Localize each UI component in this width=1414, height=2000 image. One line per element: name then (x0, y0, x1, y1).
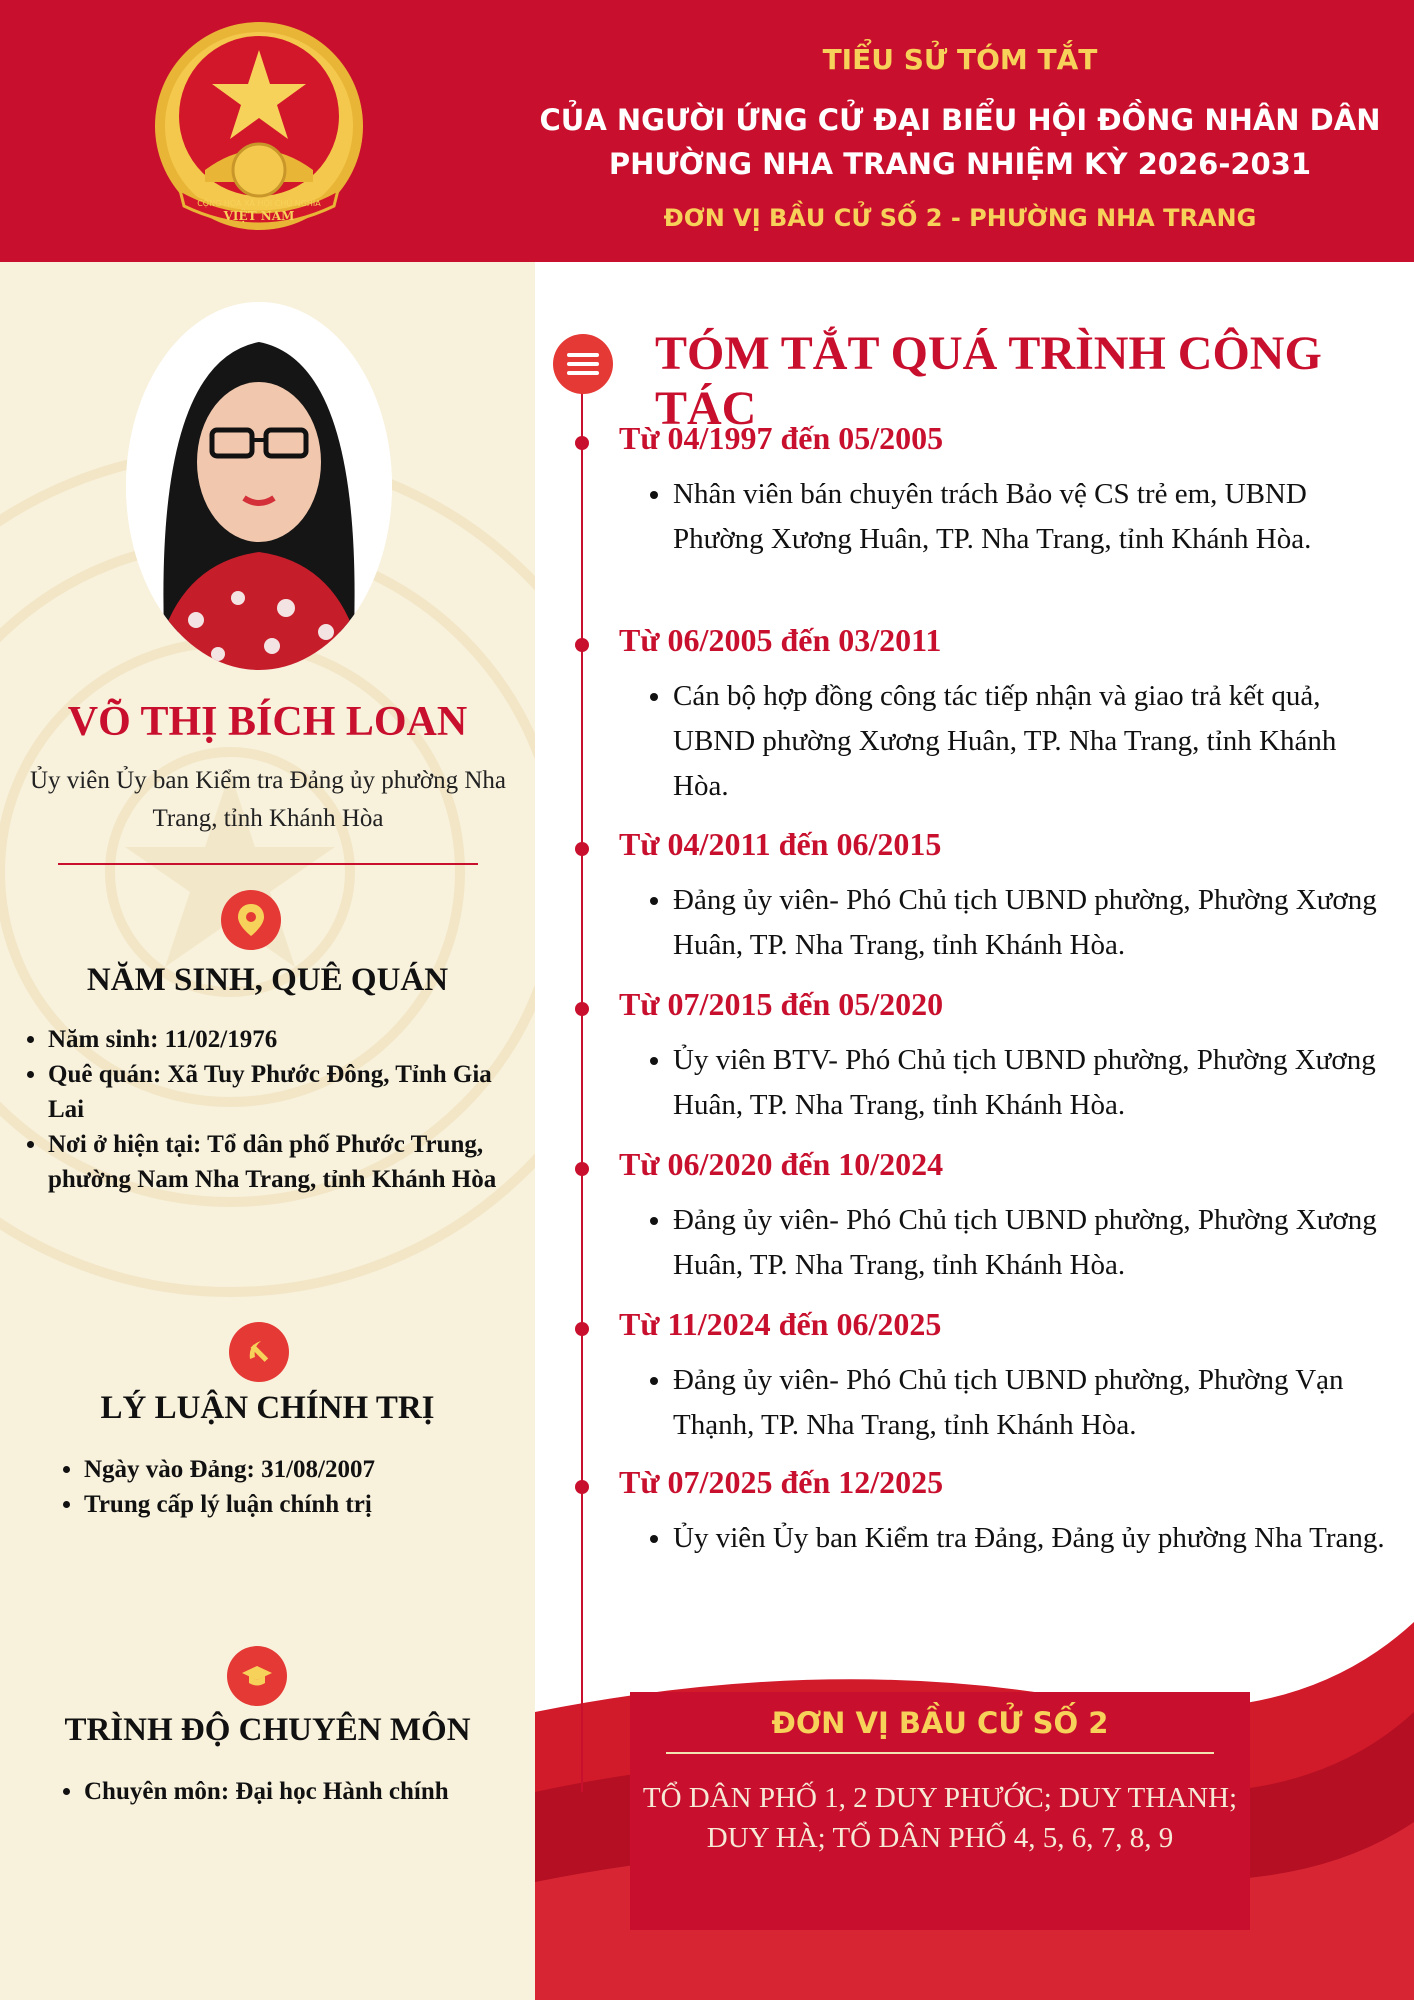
birth-item: • Năm sinh: 11/02/1976 (48, 1022, 532, 1057)
birth-list (22, 1022, 532, 1197)
timeline-dot (575, 638, 589, 652)
graduation-cap-icon (227, 1646, 287, 1706)
career-period: Từ 06/2005 đến 03/2011 (619, 622, 942, 658)
election-unit-title: ĐƠN VỊ BẦU CỬ SỐ 2 (771, 1706, 1109, 1740)
career-column (535, 262, 1414, 2000)
header-unit: ĐƠN VỊ BẦU CỬ SỐ 2 - PHƯỜNG NHA TRANG (663, 204, 1257, 232)
education-item: • Chuyên môn: Đại học Hành chính (84, 1774, 528, 1809)
politics-list (58, 1452, 528, 1522)
career-text: • Đảng ủy viên- Phó Chủ tịch UBND phường, Phường Vạn Thạnh, TP. Nha Trang, tỉnh Khánh Hòa. (673, 1358, 1391, 1448)
header-supertitle: TIỂU SỬ TÓM TẮT (822, 43, 1098, 76)
header-title-line2: PHƯỜNG NHA TRANG NHIỆM KỲ 2026-2031 (608, 147, 1312, 181)
career-period: Từ 11/2024 đến 06/2025 (619, 1306, 942, 1342)
career-text: • Đảng ủy viên- Phó Chủ tịch UBND phường, Phường Xương Huân, TP. Nha Trang, tỉnh Khánh Hòa. (673, 878, 1391, 968)
career-text: • Nhân viên bán chuyên trách Bảo vệ CS trẻ em, UBND Phường Xương Huân, TP. Nha Trang, tỉnh Khánh Hòa. (673, 472, 1391, 562)
election-unit-box (630, 1692, 1250, 1930)
emblem-text-bottom: VIỆT NAM (223, 209, 295, 223)
candidate-role: Ủy viên Ủy ban Kiểm tra Đảng ủy phường Nha Trang, tỉnh Khánh Hòa (30, 767, 506, 832)
hammer-sickle-icon (229, 1322, 289, 1382)
birth-item: • Nơi ở hiện tại: Tổ dân phố Phước Trung, phường Nam Nha Trang, tỉnh Khánh Hòa (48, 1127, 532, 1197)
career-period: Từ 04/1997 đến 05/2005 (619, 420, 944, 456)
menu-lines-icon (553, 334, 613, 394)
timeline-dot (575, 1480, 589, 1494)
location-pin-icon (221, 890, 281, 950)
header-banner (0, 0, 1414, 262)
career-period: Từ 07/2015 đến 05/2020 (619, 986, 944, 1022)
emblem-text-top: CỘNG HÒA XÃ HỘI CHỦ NGHĨA (197, 199, 321, 208)
politics-item: • Trung cấp lý luận chính trị (84, 1487, 528, 1522)
education-list (58, 1774, 528, 1809)
national-emblem-icon (150, 20, 368, 242)
candidate-name: VÕ THỊ BÍCH LOAN (67, 699, 468, 745)
career-text: • Cán bộ hợp đồng công tác tiếp nhận và giao trả kết quả, UBND phường Xương Huân, TP. Nha Trang, tỉnh Khánh Hòa. (673, 674, 1391, 809)
timeline-dot (575, 1002, 589, 1016)
header-titles (520, 40, 1400, 236)
timeline-dot (575, 436, 589, 450)
career-period: Từ 07/2025 đến 12/2025 (619, 1464, 944, 1500)
election-unit-divider (666, 1752, 1214, 1754)
career-text: • Ủy viên Ủy ban Kiểm tra Đảng, Đảng ủy phường Nha Trang. (673, 1516, 1391, 1561)
timeline-dot (575, 1162, 589, 1176)
candidate-portrait (126, 302, 392, 670)
birth-item: • Quê quán: Xã Tuy Phước Đông, Tỉnh Gia Lai (48, 1057, 532, 1127)
election-unit-areas: TỔ DÂN PHỐ 1, 2 DUY PHƯỚC; DUY THANH; DUY HÀ; TỔ DÂN PHỐ 4, 5, 6, 7, 8, 9 (642, 1782, 1238, 1854)
politics-item: • Ngày vào Đảng: 31/08/2007 (84, 1452, 528, 1487)
birth-section-title: NĂM SINH, QUÊ QUÁN (86, 962, 449, 998)
career-title: TÓM TẮT QUÁ TRÌNH CÔNG TÁC (655, 327, 1322, 435)
politics-section-title: LÝ LUẬN CHÍNH TRỊ (100, 1390, 435, 1426)
header-title-line1: CỦA NGƯỜI ỨNG CỬ ĐẠI BIỂU HỘI ĐỒNG NHÂN DÂN (539, 103, 1381, 137)
timeline-dot (575, 1322, 589, 1336)
timeline-line (581, 352, 583, 1792)
career-text: • Ủy viên BTV- Phó Chủ tịch UBND phường, Phường Xương Huân, TP. Nha Trang, tỉnh Khánh Hòa. (673, 1038, 1391, 1128)
career-text: • Đảng ủy viên- Phó Chủ tịch UBND phường, Phường Xương Huân, TP. Nha Trang, tỉnh Khánh Hòa. (673, 1198, 1391, 1288)
education-section-title: TRÌNH ĐỘ CHUYÊN MÔN (64, 1712, 471, 1748)
timeline-dot (575, 842, 589, 856)
career-period: Từ 06/2020 đến 10/2024 (619, 1146, 944, 1182)
name-divider (58, 863, 478, 865)
profile-column (0, 262, 535, 2000)
career-period: Từ 04/2011 đến 06/2015 (619, 826, 942, 862)
